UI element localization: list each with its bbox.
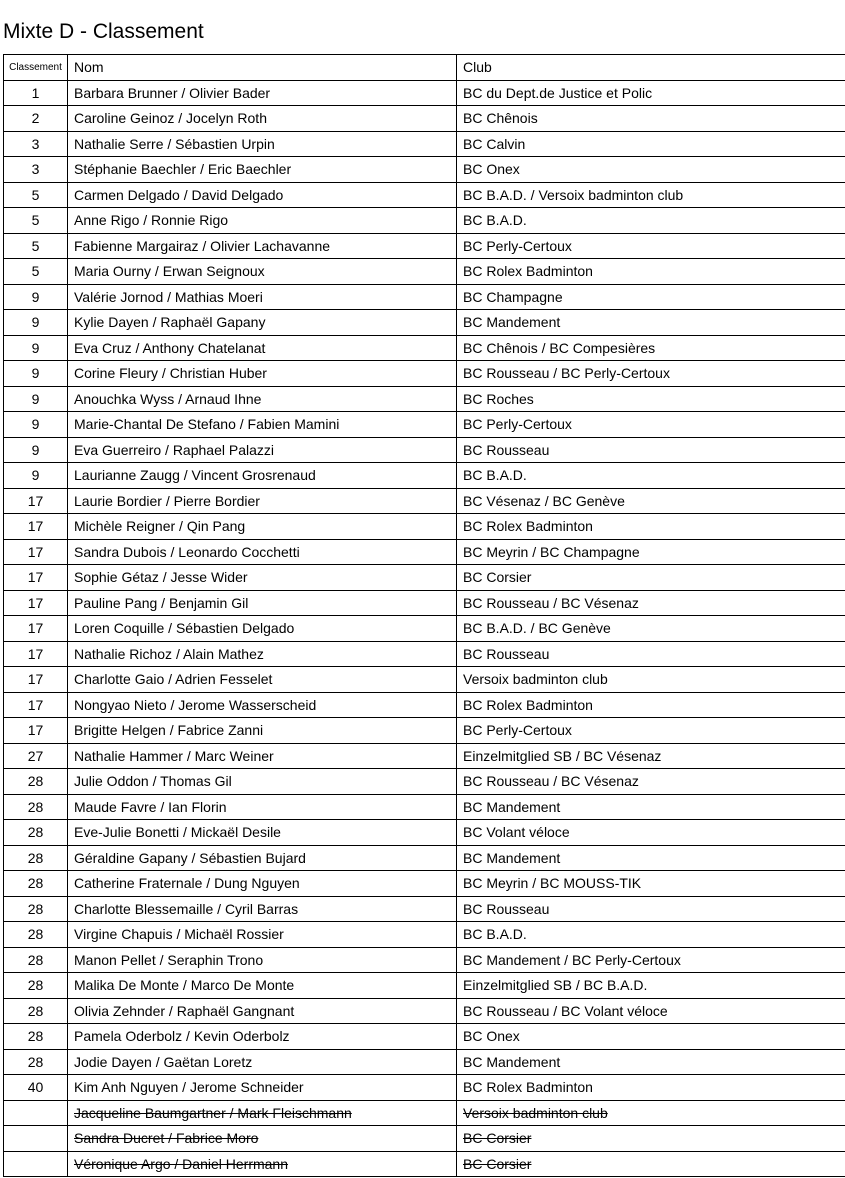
table-row (4, 718, 845, 744)
pair-name-cell: Kylie Dayen / Raphaël Gapany (68, 310, 457, 336)
club-cell: BC Mandement (457, 794, 845, 820)
page-title: Mixte D - Classement (3, 20, 204, 44)
club-cell: BC Rousseau (457, 437, 845, 463)
club-cell: BC Corsier (457, 1126, 845, 1152)
table-row (4, 667, 845, 693)
rank-cell (4, 1126, 68, 1152)
table-row (4, 590, 845, 616)
club-cell: BC Rousseau / BC Vésenaz (457, 769, 845, 795)
table-row (4, 335, 845, 361)
club-cell: BC Rolex Badminton (457, 1075, 845, 1101)
pair-name-cell: Eva Guerreiro / Raphael Palazzi (68, 437, 457, 463)
rank-cell: 17 (4, 616, 68, 642)
table-row (4, 845, 845, 871)
table-row (4, 488, 845, 514)
table-row (4, 157, 845, 183)
pair-name-cell: Anouchka Wyss / Arnaud Ihne (68, 386, 457, 412)
pair-name-cell: Anne Rigo / Ronnie Rigo (68, 208, 457, 234)
pair-name-cell: Jodie Dayen / Gaëtan Loretz (68, 1049, 457, 1075)
rank-cell: 9 (4, 386, 68, 412)
club-cell: BC Calvin (457, 131, 845, 157)
club-cell: BC Corsier (457, 1151, 845, 1177)
rank-cell: 17 (4, 641, 68, 667)
table-row (4, 437, 845, 463)
club-cell: BC Rousseau / BC Volant véloce (457, 998, 845, 1024)
pair-name-cell: Stéphanie Baechler / Eric Baechler (68, 157, 457, 183)
table-row (4, 310, 845, 336)
pair-name-cell: Julie Oddon / Thomas Gil (68, 769, 457, 795)
pair-name-cell: Nongyao Nieto / Jerome Wasserscheid (68, 692, 457, 718)
column-header-classement: Classement (4, 55, 68, 81)
table-row (4, 131, 845, 157)
rank-cell: 9 (4, 310, 68, 336)
pair-name-cell: Maria Ourny / Erwan Seignoux (68, 259, 457, 285)
club-cell: BC Onex (457, 1024, 845, 1050)
club-cell: BC Mandement (457, 310, 845, 336)
table-row (4, 361, 845, 387)
table-row (4, 973, 845, 999)
table-row (4, 871, 845, 897)
pair-name-cell: Laurie Bordier / Pierre Bordier (68, 488, 457, 514)
rank-cell: 9 (4, 284, 68, 310)
rank-cell: 28 (4, 1049, 68, 1075)
table-row (4, 259, 845, 285)
club-cell: BC Mandement / BC Perly-Certoux (457, 947, 845, 973)
pair-name-cell: Catherine Fraternale / Dung Nguyen (68, 871, 457, 897)
pair-name-cell: Nathalie Hammer / Marc Weiner (68, 743, 457, 769)
pair-name-cell: Pauline Pang / Benjamin Gil (68, 590, 457, 616)
club-cell: BC Roches (457, 386, 845, 412)
club-cell: BC Rousseau (457, 641, 845, 667)
pair-name-cell: Virgine Chapuis / Michaël Rossier (68, 922, 457, 948)
club-cell: BC Vésenaz / BC Genève (457, 488, 845, 514)
rank-cell: 28 (4, 769, 68, 795)
club-cell: BC Meyrin / BC MOUSS-TIK (457, 871, 845, 897)
ranking-table (3, 54, 845, 1177)
rank-cell: 17 (4, 565, 68, 591)
table-row (4, 1049, 845, 1075)
pair-name-cell: Carmen Delgado / David Delgado (68, 182, 457, 208)
table-row (4, 769, 845, 795)
rank-cell: 2 (4, 106, 68, 132)
table-row (4, 412, 845, 438)
pair-name-cell: Eve-Julie Bonetti / Mickaël Desile (68, 820, 457, 846)
table-row (4, 233, 845, 259)
pair-name-cell: Valérie Jornod / Mathias Moeri (68, 284, 457, 310)
rank-cell: 5 (4, 233, 68, 259)
club-cell: BC B.A.D. (457, 922, 845, 948)
rank-cell: 28 (4, 845, 68, 871)
rank-cell: 28 (4, 973, 68, 999)
pair-name-cell: Sophie Gétaz / Jesse Wider (68, 565, 457, 591)
club-cell: BC Perly-Certoux (457, 412, 845, 438)
pair-name-cell: Brigitte Helgen / Fabrice Zanni (68, 718, 457, 744)
pair-name-cell: Pamela Oderbolz / Kevin Oderbolz (68, 1024, 457, 1050)
club-cell: BC Perly-Certoux (457, 718, 845, 744)
pair-name-cell: Fabienne Margairaz / Olivier Lachavanne (68, 233, 457, 259)
column-header-club: Club (457, 55, 845, 81)
club-cell: BC Chênois (457, 106, 845, 132)
club-cell: Versoix badminton club (457, 667, 845, 693)
pair-name-cell: Jacqueline Baumgartner / Mark Fleischmann (68, 1100, 457, 1126)
rank-cell: 9 (4, 412, 68, 438)
club-cell: BC Rousseau / BC Vésenaz (457, 590, 845, 616)
club-cell: BC Chênois / BC Compesières (457, 335, 845, 361)
table-row (4, 182, 845, 208)
rank-cell: 17 (4, 539, 68, 565)
pair-name-cell: Laurianne Zaugg / Vincent Grosrenaud (68, 463, 457, 489)
pair-name-cell: Corine Fleury / Christian Huber (68, 361, 457, 387)
pair-name-cell: Loren Coquille / Sébastien Delgado (68, 616, 457, 642)
table-row (4, 514, 845, 540)
pair-name-cell: Malika De Monte / Marco De Monte (68, 973, 457, 999)
rank-cell: 28 (4, 922, 68, 948)
club-cell: Versoix badminton club (457, 1100, 845, 1126)
pair-name-cell: Manon Pellet / Seraphin Trono (68, 947, 457, 973)
table-row (4, 922, 845, 948)
pair-name-cell: Géraldine Gapany / Sébastien Bujard (68, 845, 457, 871)
club-cell: BC B.A.D. / BC Genève (457, 616, 845, 642)
rank-cell (4, 1151, 68, 1177)
table-row (4, 208, 845, 234)
table-row-withdrawn (4, 1151, 845, 1177)
club-cell: BC B.A.D. / Versoix badminton club (457, 182, 845, 208)
rank-cell: 28 (4, 871, 68, 897)
club-cell: BC Corsier (457, 565, 845, 591)
rank-cell: 28 (4, 1024, 68, 1050)
rank-cell: 17 (4, 488, 68, 514)
rank-cell (4, 1100, 68, 1126)
pair-name-cell: Véronique Argo / Daniel Herrmann (68, 1151, 457, 1177)
pair-name-cell: Marie-Chantal De Stefano / Fabien Mamini (68, 412, 457, 438)
rank-cell: 17 (4, 514, 68, 540)
rank-cell: 28 (4, 947, 68, 973)
club-cell: BC Rolex Badminton (457, 514, 845, 540)
club-cell: BC Rolex Badminton (457, 259, 845, 285)
club-cell: BC du Dept.de Justice et Polic (457, 80, 845, 106)
club-cell: BC B.A.D. (457, 208, 845, 234)
rank-cell: 17 (4, 718, 68, 744)
club-cell: Einzelmitglied SB / BC B.A.D. (457, 973, 845, 999)
table-row-withdrawn (4, 1100, 845, 1126)
rank-cell: 3 (4, 157, 68, 183)
table-body (4, 80, 845, 1177)
table-row (4, 998, 845, 1024)
rank-cell: 5 (4, 182, 68, 208)
club-cell: BC B.A.D. (457, 463, 845, 489)
table-row (4, 692, 845, 718)
table-row (4, 1024, 845, 1050)
pair-name-cell: Maude Favre / Ian Florin (68, 794, 457, 820)
rank-cell: 28 (4, 896, 68, 922)
pair-name-cell: Charlotte Gaio / Adrien Fesselet (68, 667, 457, 693)
club-cell: BC Perly-Certoux (457, 233, 845, 259)
rank-cell: 3 (4, 131, 68, 157)
club-cell: BC Mandement (457, 845, 845, 871)
rank-cell: 17 (4, 692, 68, 718)
table-row (4, 616, 845, 642)
pair-name-cell: Sandra Dubois / Leonardo Cocchetti (68, 539, 457, 565)
rank-cell: 5 (4, 208, 68, 234)
rank-cell: 28 (4, 998, 68, 1024)
pair-name-cell: Caroline Geinoz / Jocelyn Roth (68, 106, 457, 132)
rank-cell: 17 (4, 590, 68, 616)
rank-cell: 9 (4, 463, 68, 489)
column-header-nom: Nom (68, 55, 457, 81)
rank-cell: 28 (4, 794, 68, 820)
table-row (4, 947, 845, 973)
rank-cell: 17 (4, 667, 68, 693)
pair-name-cell: Charlotte Blessemaille / Cyril Barras (68, 896, 457, 922)
rank-cell: 5 (4, 259, 68, 285)
ranking-table-container (3, 54, 845, 1177)
table-row (4, 463, 845, 489)
table-row (4, 386, 845, 412)
table-row (4, 1075, 845, 1101)
pair-name-cell: Sandra Ducret / Fabrice Moro (68, 1126, 457, 1152)
pair-name-cell: Nathalie Serre / Sébastien Urpin (68, 131, 457, 157)
table-row (4, 539, 845, 565)
table-row (4, 284, 845, 310)
pair-name-cell: Olivia Zehnder / Raphaël Gangnant (68, 998, 457, 1024)
rank-cell: 9 (4, 437, 68, 463)
pair-name-cell: Nathalie Richoz / Alain Mathez (68, 641, 457, 667)
pair-name-cell: Eva Cruz / Anthony Chatelanat (68, 335, 457, 361)
table-row (4, 80, 845, 106)
table-header-row (4, 55, 845, 81)
club-cell: BC Meyrin / BC Champagne (457, 539, 845, 565)
pair-name-cell: Barbara Brunner / Olivier Bader (68, 80, 457, 106)
table-row (4, 794, 845, 820)
club-cell: BC Champagne (457, 284, 845, 310)
club-cell: BC Onex (457, 157, 845, 183)
club-cell: BC Rolex Badminton (457, 692, 845, 718)
pair-name-cell: Kim Anh Nguyen / Jerome Schneider (68, 1075, 457, 1101)
club-cell: BC Rousseau / BC Perly-Certoux (457, 361, 845, 387)
club-cell: Einzelmitglied SB / BC Vésenaz (457, 743, 845, 769)
table-row-withdrawn (4, 1126, 845, 1152)
rank-cell: 40 (4, 1075, 68, 1101)
rank-cell: 27 (4, 743, 68, 769)
club-cell: BC Volant véloce (457, 820, 845, 846)
club-cell: BC Mandement (457, 1049, 845, 1075)
club-cell: BC Rousseau (457, 896, 845, 922)
table-row (4, 565, 845, 591)
pair-name-cell: Michèle Reigner / Qin Pang (68, 514, 457, 540)
rank-cell: 9 (4, 361, 68, 387)
table-row (4, 743, 845, 769)
rank-cell: 1 (4, 80, 68, 106)
rank-cell: 28 (4, 820, 68, 846)
table-row (4, 896, 845, 922)
rank-cell: 9 (4, 335, 68, 361)
table-row (4, 820, 845, 846)
table-row (4, 106, 845, 132)
table-row (4, 641, 845, 667)
